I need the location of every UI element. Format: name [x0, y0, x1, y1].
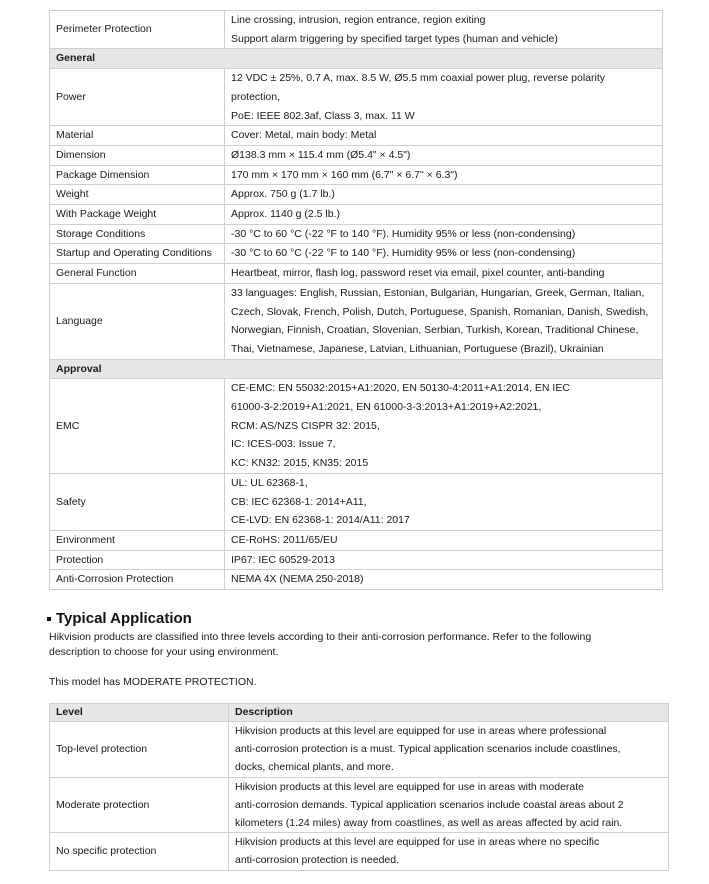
- spec-value-line: CE-EMC: EN 55032:2015+A1:2020, EN 50130-4:2011+A1:2014, EN IEC: [231, 382, 570, 395]
- spec-row: [50, 165, 663, 185]
- description-line: kilometers (1.24 miles) away from coastlines, as well as areas affected by acid rain.: [235, 817, 623, 830]
- spec-value-line: CB: IEC 62368-1: 2014+A11,: [231, 495, 367, 508]
- protection-level-name: Moderate protection: [50, 777, 229, 833]
- spec-value-line: Thai, Vietnamese, Japanese, Latvian, Lithuanian, Portuguese (Brazil), Ukrainian: [231, 342, 604, 355]
- spec-value-line: CE-RoHS: 2011/65/EU: [231, 533, 338, 546]
- spec-row: [50, 145, 663, 165]
- spec-value-line: IC: ICES-003: Issue 7,: [231, 438, 336, 451]
- header-level: Level: [50, 704, 229, 722]
- description-line: docks, chemical plants, and more.: [235, 761, 394, 774]
- spec-value-line: NEMA 4X (NEMA 250-2018): [231, 573, 364, 586]
- spec-label: Safety: [50, 473, 225, 530]
- spec-value: [225, 550, 663, 570]
- header-description: Description: [229, 704, 669, 722]
- protection-level-description: [229, 833, 669, 870]
- spec-value-line: Support alarm triggering by specified target types (human and vehicle): [231, 32, 558, 45]
- spec-value-line: protection,: [231, 90, 281, 103]
- spec-row: [50, 185, 663, 205]
- spec-value: [225, 570, 663, 590]
- spec-value: [225, 69, 663, 126]
- intro-paragraph: [49, 630, 649, 660]
- spec-value-line: Heartbeat, mirror, flash log, password reset via email, pixel counter, anti-banding: [231, 267, 605, 280]
- spec-value-line: -30 °C to 60 °C (-22 °F to 140 °F). Humidity 95% or less (non-condensing): [231, 247, 576, 260]
- spec-value-line: -30 °C to 60 °C (-22 °F to 140 °F). Humidity 95% or less (non-condensing): [231, 227, 576, 240]
- spec-value: [225, 126, 663, 146]
- description-line: Hikvision products at this level are equipped for use in areas with moderate: [235, 780, 585, 793]
- section-title: General: [50, 49, 663, 69]
- protection-level-row: [50, 833, 669, 870]
- spec-value: [225, 530, 663, 550]
- spec-label: Storage Conditions: [50, 224, 225, 244]
- spec-value: [225, 11, 663, 49]
- spec-value: [225, 224, 663, 244]
- spec-value: [225, 283, 663, 359]
- spec-label: Language: [50, 283, 225, 359]
- spec-row: [50, 570, 663, 590]
- spec-value: [225, 165, 663, 185]
- spec-label: General Function: [50, 264, 225, 284]
- description-line: Hikvision products at this level are equipped for use in areas where no specific: [235, 836, 600, 849]
- spec-label: Weight: [50, 185, 225, 205]
- description-line: Hikvision products at this level are equipped for use in areas where professional: [235, 725, 607, 737]
- intro-line: description to choose for your using environment.: [49, 646, 279, 658]
- spec-value: [225, 205, 663, 225]
- spec-value-line: 170 mm × 170 mm × 160 mm (6.7" × 6.7" × 6.3"): [231, 168, 458, 181]
- spec-label: Startup and Operating Conditions: [50, 244, 225, 264]
- spec-row: [50, 379, 663, 474]
- spec-label: Power: [50, 69, 225, 126]
- spec-value: [225, 145, 663, 165]
- spec-value-line: Cover: Metal, main body: Metal: [231, 129, 377, 142]
- spec-row: [50, 244, 663, 264]
- spec-row: [50, 550, 663, 570]
- spec-row: [50, 224, 663, 244]
- protection-level-row: [50, 722, 669, 778]
- spec-row: [50, 205, 663, 225]
- spec-value-line: PoE: IEEE 802.3af, Class 3, max. 11 W: [231, 109, 415, 122]
- typical-application-title: Typical Application: [56, 610, 192, 627]
- spec-value-line: Czech, Slovak, French, Polish, Dutch, Portuguese, Spanish, Romanian, Danish, Swedish,: [231, 305, 649, 318]
- spec-value-line: Norwegian, Finnish, Croatian, Slovenian, Serbian, Turkish, Korean, Traditional Chinese,: [231, 324, 639, 337]
- spec-row: [50, 69, 663, 126]
- spec-value-line: Ø138.3 mm × 115.4 mm (Ø5.4" × 4.5"): [231, 148, 411, 161]
- spec-row: [50, 530, 663, 550]
- spec-label: Package Dimension: [50, 165, 225, 185]
- spec-row: [50, 264, 663, 284]
- spec-value-line: Approx. 1140 g (2.5 lb.): [231, 208, 340, 221]
- model-note: This model has MODERATE PROTECTION.: [49, 676, 257, 688]
- protection-level-description: [229, 722, 669, 778]
- spec-value: [225, 185, 663, 205]
- specification-table: [49, 10, 663, 590]
- spec-value-line: UL: UL 62368-1,: [231, 476, 308, 489]
- spec-value-line: 33 languages: English, Russian, Estonian, Bulgarian, Hungarian, Greek, German, Italian,: [231, 286, 645, 299]
- spec-label: With Package Weight: [50, 205, 225, 225]
- spec-row: [50, 283, 663, 359]
- spec-value-line: 61000-3-2:2019+A1:2021, EN 61000-3-3:2013+A1:2019+A2:2021,: [231, 401, 542, 414]
- protection-level-row: [50, 777, 669, 833]
- spec-value-line: CE-LVD: EN 62368-1: 2014/A11: 2017: [231, 514, 410, 527]
- spec-row: [50, 126, 663, 146]
- protection-level-name: No specific protection: [50, 833, 229, 870]
- spec-value: [225, 473, 663, 530]
- spec-value: [225, 379, 663, 474]
- spec-value: [225, 244, 663, 264]
- spec-value-line: 12 VDC ± 25%, 0.7 A, max. 8.5 W, Ø5.5 mm coaxial power plug, reverse polarity: [231, 72, 606, 85]
- spec-row: [50, 473, 663, 530]
- table-header-row: [50, 704, 669, 722]
- spec-value-line: KC: KN32: 2015, KN35: 2015: [231, 457, 369, 470]
- intro-line: Hikvision products are classified into three levels according to their anti-corrosion performance. Refer to the following: [49, 631, 592, 643]
- spec-label: Protection: [50, 550, 225, 570]
- description-line: anti-corrosion protection is needed.: [235, 854, 400, 867]
- description-line: anti-corrosion protection is a must. Typical application scenarios include coastlines,: [235, 743, 621, 756]
- spec-label: Perimeter Protection: [50, 11, 225, 49]
- spec-row: [50, 11, 663, 49]
- description-line: anti-corrosion demands. Typical application scenarios include coastal areas about 2: [235, 798, 624, 811]
- spec-label: Dimension: [50, 145, 225, 165]
- typical-application-heading: [47, 610, 192, 627]
- protection-level-table: [49, 703, 669, 871]
- spec-value: [225, 264, 663, 284]
- spec-value-line: RCM: AS/NZS CISPR 32: 2015,: [231, 419, 380, 432]
- spec-value-line: Line crossing, intrusion, region entrance, region exiting: [231, 14, 486, 26]
- spec-label: Anti-Corrosion Protection: [50, 570, 225, 590]
- protection-level-name: Top-level protection: [50, 722, 229, 778]
- bullet-icon: [47, 617, 51, 621]
- spec-value-line: Approx. 750 g (1.7 lb.): [231, 188, 335, 201]
- section-header-row: [50, 49, 663, 69]
- section-title: Approval: [50, 359, 663, 379]
- spec-label: EMC: [50, 379, 225, 474]
- spec-value-line: IP67: IEC 60529-2013: [231, 553, 335, 566]
- spec-label: Material: [50, 126, 225, 146]
- spec-label: Environment: [50, 530, 225, 550]
- section-header-row: [50, 359, 663, 379]
- protection-level-description: [229, 777, 669, 833]
